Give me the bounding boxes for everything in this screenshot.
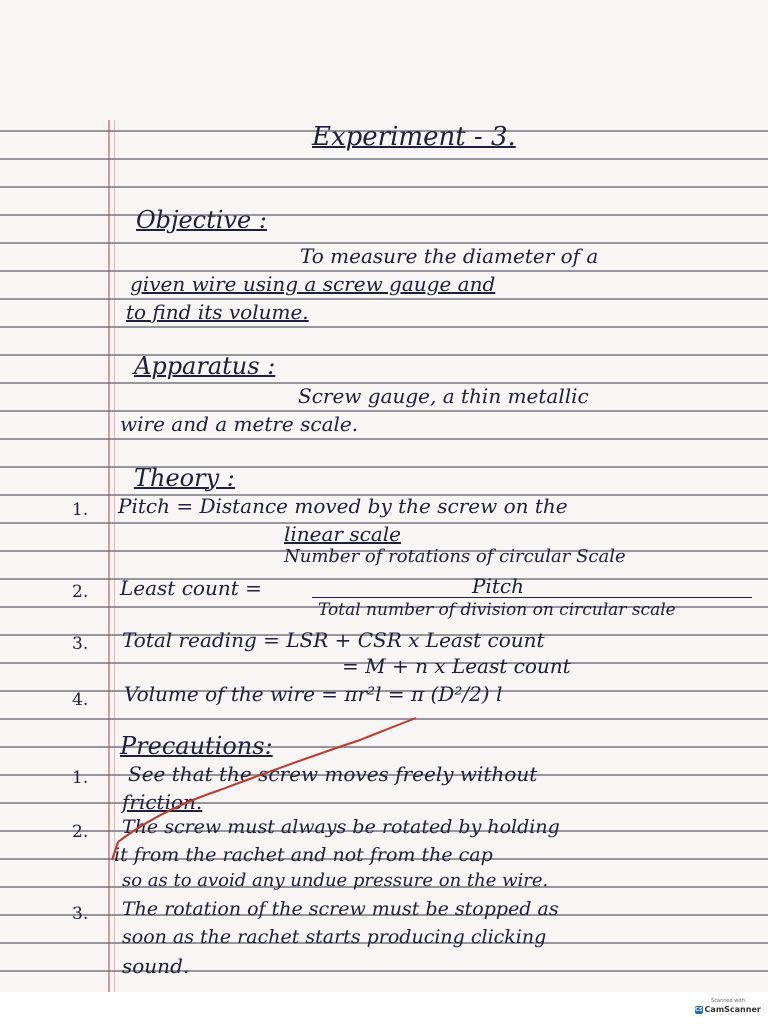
precaution-3-line-3: sound.: [122, 954, 190, 978]
scan-bottom-margin: [0, 992, 768, 1024]
least-count-denominator: Total number of division on circular scale: [318, 600, 676, 620]
theory-num-4: 4.: [72, 690, 89, 710]
precaution-3-line-1: The rotation of the screw must be stopped as: [122, 898, 559, 920]
theory-num-3: 3.: [72, 634, 89, 654]
theory-1-line-2: linear scale: [284, 522, 401, 546]
objective-heading: Objective :: [136, 206, 267, 234]
theory-1-line-3: Number of rotations of circular Scale: [284, 546, 626, 567]
least-count-lead: Least count =: [120, 576, 262, 600]
objective-line-1: To measure the diameter of a: [300, 244, 599, 268]
theory-heading: Theory :: [134, 464, 235, 492]
precaution-1-line-2: friction.: [122, 790, 203, 814]
precautions-heading: Precautions:: [120, 732, 273, 760]
objective-line-3: to find its volume.: [126, 300, 309, 324]
precaution-2-line-2: it from the rachet and not from the cap: [114, 844, 493, 866]
objective-line-2: given wire using a screw gauge and: [130, 272, 496, 296]
precaution-num-2: 2.: [72, 822, 89, 842]
watermark-line-1: Scanned with: [711, 998, 745, 1004]
apparatus-line-1: Screw gauge, a thin metallic: [298, 384, 589, 408]
apparatus-heading: Apparatus :: [134, 352, 276, 380]
theory-num-2: 2.: [72, 582, 89, 602]
precaution-2-line-3: so as to avoid any undue pressure on the wire.: [122, 870, 549, 891]
precaution-1-line-1: See that the screw moves freely without: [128, 762, 538, 786]
page-title: Experiment - 3.: [312, 122, 516, 152]
theory-num-1: 1.: [72, 500, 89, 520]
camscanner-logo-icon: CS: [695, 1007, 703, 1013]
precaution-2-line-1: The screw must always be rotated by holding: [122, 816, 560, 838]
apparatus-line-2: wire and a metre scale.: [120, 412, 359, 436]
theory-3-line-1: Total reading = LSR + CSR x Least count: [122, 628, 545, 652]
precaution-3-line-2: soon as the rachet starts producing clicking: [122, 926, 547, 948]
camscanner-watermark: [696, 998, 760, 1018]
theory-1-line-1: Pitch = Distance moved by the screw on the: [118, 494, 568, 518]
precaution-num-3: 3.: [72, 904, 89, 924]
watermark-line-2: CamScanner: [704, 1005, 761, 1014]
theory-3-line-2: = M + n x Least count: [342, 654, 571, 678]
theory-4-line-1: Volume of the wire = πr²l = π (D²/2) l: [124, 682, 503, 706]
precaution-num-1: 1.: [72, 768, 89, 788]
least-count-numerator: Pitch: [472, 574, 524, 598]
